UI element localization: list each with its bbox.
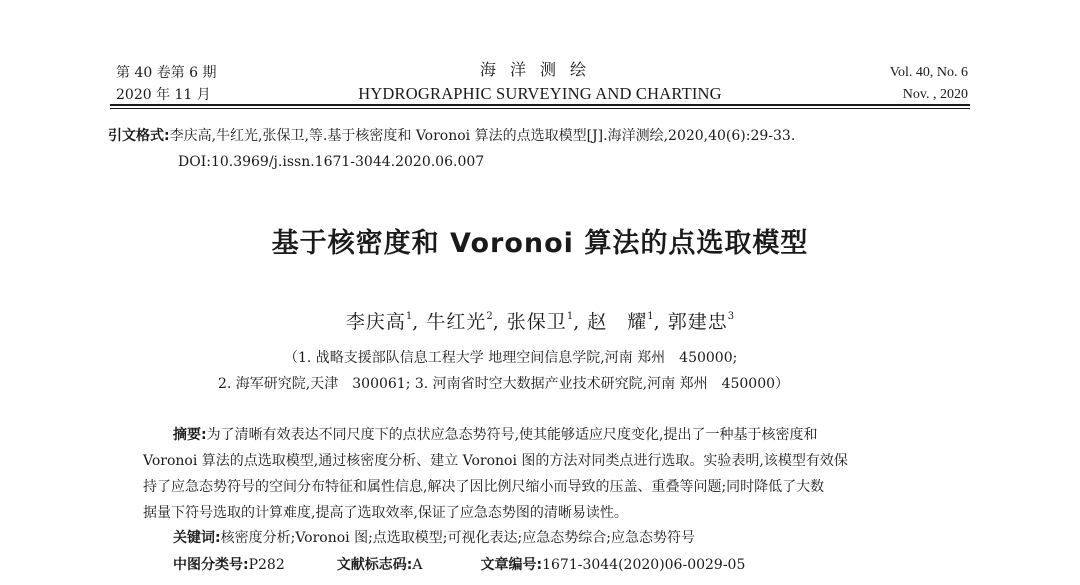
author-affil-mark: 2 [486,311,493,322]
author-affil-mark: 1 [405,311,413,322]
journal-issue-en [890,62,968,106]
citation-line [108,123,795,150]
author: 张保卫 [506,311,567,333]
abstract-label: 摘要: [173,427,207,443]
doc-code-label: 文献标志码: [336,557,413,573]
abstract [143,422,943,526]
header-rule-thick [110,104,970,106]
author-affil-mark: 1 [566,311,574,322]
citation-label: 引文格式: [108,128,170,144]
article-no-label: 文章编号: [480,557,543,573]
abstract-line: Voronoi 算法的点选取模型,通过核密度分析、建立 Voronoi 图的方法对同类点进行选取。实验表明,该模型有效保 [143,453,848,469]
paper-title: 基于核密度和 Voronoi 算法的点选取模型 [271,228,809,259]
author: 李庆高 [345,311,406,333]
keywords-label: 关键词: [173,530,221,546]
doc-code-value: A [412,557,423,573]
issue-en: Vol. 40, No. 6 [889,65,968,80]
author: 牛红光 [426,311,487,333]
author: 郭建忠 [667,311,728,333]
abstract-line [143,422,943,448]
abstract-line: 持了应急态势符号的空间分布特征和属性信息,解决了因比例尺缩小而导致的压盖、重叠等问题;同时降低了大数 [143,479,825,495]
abstract-line: 据量下符号选取的计算难度,提高了选取效率,保证了应急态势图的清晰易读性。 [143,505,628,521]
abstract-text: 为了清晰有效表达不同尺度下的点状应急态势符号,使其能够适应尺度变化,提出了一种基于核密度和 [206,427,818,443]
author-affil-mark: 1 [647,311,654,322]
clc-label: 中图分类号: [173,557,249,573]
header-rule-thin [110,108,970,109]
classification-row [173,552,745,578]
journal-name-cn: 海洋测绘 [479,60,600,79]
keywords [173,526,695,550]
date-en: Nov. , 2020 [902,87,968,102]
affiliation-line-2: 2. 海军研究院,天津 300061; 3. 河南省时空大数据产业技术研究院,河南 郑州 450000） [218,376,790,392]
date-cn: 2020 年 11 月 [116,87,211,103]
article-no-value: 1671-3044(2020)06-0029-05 [542,557,746,573]
affiliation-line-1: （1. 战略支援部队信息工程大学 地理空间信息学院,河南 郑州 450000; [284,350,738,366]
author: 赵 耀 [587,311,648,333]
doi: DOI:10.3969/j.issn.1671-3044.2020.06.007 [178,154,485,170]
author-list: 李庆高$^1$, 牛红光$^2$, 张保卫$^1$, 赵 耀$^1$, 郭建忠$^3$ [345,311,735,333]
keywords-text: 核密度分析;Voronoi 图;点选取模型;可视化表达;应急态势综合;应急态势符号 [220,530,695,546]
issue-cn: 第 40 卷第 6 期 [116,65,217,81]
citation-text: 李庆高,牛红光,张保卫,等.基于核密度和 Voronoi 算法的点选取模型[J].海洋测绘,2020,40(6):29-33. [169,128,796,144]
journal-name-en: HYDROGRAPHIC SURVEYING AND CHARTING [358,84,722,103]
clc-value: P282 [248,557,285,573]
author-affil-mark: 3 [727,311,735,322]
